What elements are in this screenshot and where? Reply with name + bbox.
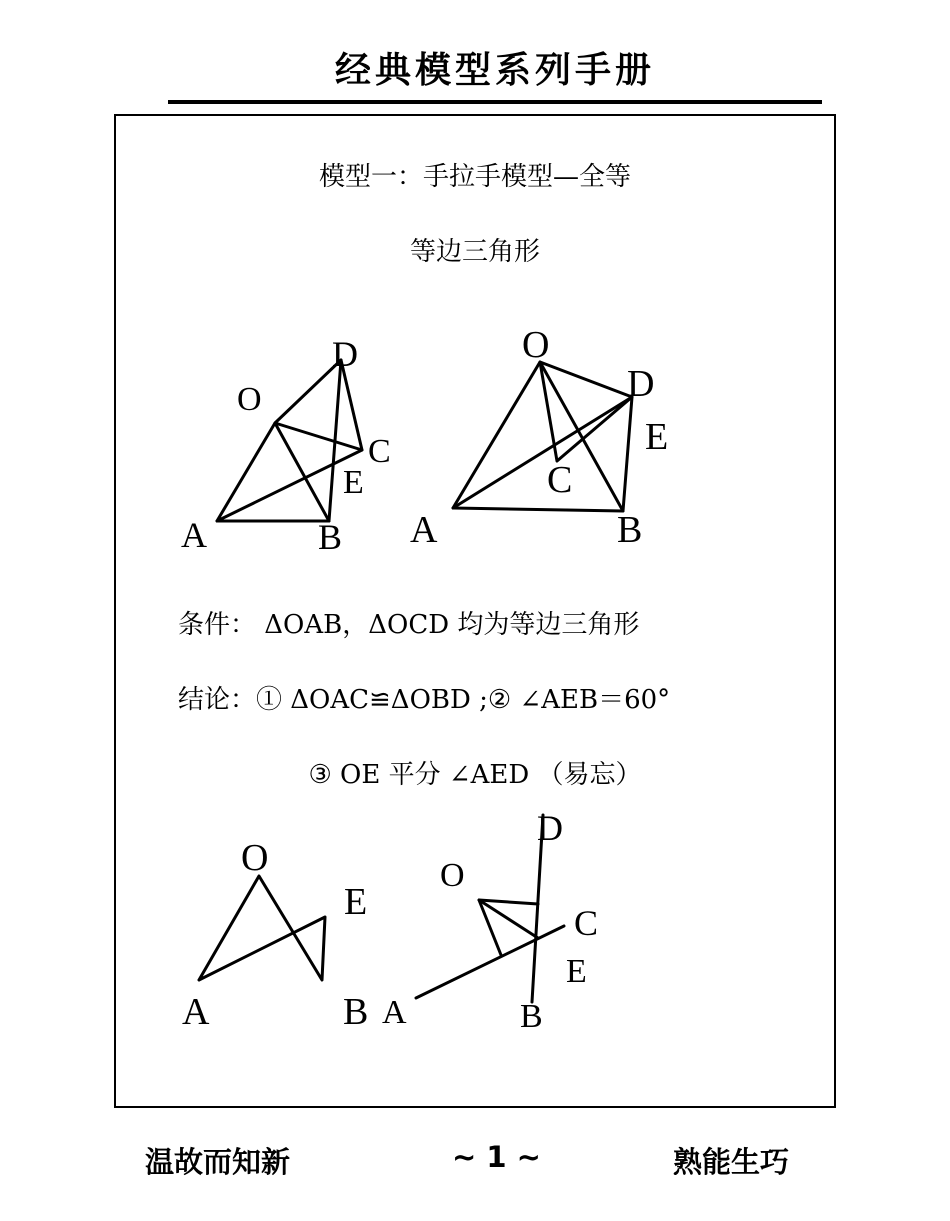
fig1-label-a: A [181,515,207,555]
figure-2 [453,362,632,511]
conclusion-3-text: ③ OE 平分 ∠AED （易忘） [308,760,642,790]
fig1-label-d: D [332,334,358,374]
fig3-label-a: A [182,991,210,1033]
fig1-label-b: B [318,517,343,557]
fig2-label-c: C [547,459,573,501]
figure-3 [199,876,325,980]
conclusion-text: 结论：① ΔOAC≌ΔOBD ;② ∠AEB＝60° [178,685,671,715]
fig3-label-o: O [241,837,269,879]
page-title: 经典模型系列手册 [334,50,655,91]
fig4-label-d: D [537,808,563,848]
fig4-label-e: E [566,953,587,990]
condition-text: 条件： ΔOAB，ΔOCD 均为等边三角形 [178,610,640,640]
subtitle: 等边三角形 [409,237,540,267]
fig2-label-a: A [410,509,438,551]
fig3-label-b: B [343,991,369,1033]
fig4-label-b: B [520,998,543,1035]
model-title: 模型一：手拉手模型—全等 [318,162,631,192]
page-number: ~ 1 ~ [452,1140,541,1174]
fig4-label-a: A [382,994,407,1031]
fig2-label-e: E [645,416,669,458]
fig4-label-c: C [574,903,599,943]
fig1-label-o: O [237,381,262,418]
fig3-label-e: E [344,881,368,923]
fig1-label-e: E [343,464,364,501]
fig1-label-c: C [368,433,391,470]
fig2-label-b: B [617,509,643,551]
footer-right: 熟能生巧 [673,1145,790,1179]
fig2-label-o: O [522,324,550,366]
footer-left: 温故而知新 [145,1145,291,1179]
fig4-label-o: O [440,857,465,894]
fig2-label-d: D [627,363,655,405]
